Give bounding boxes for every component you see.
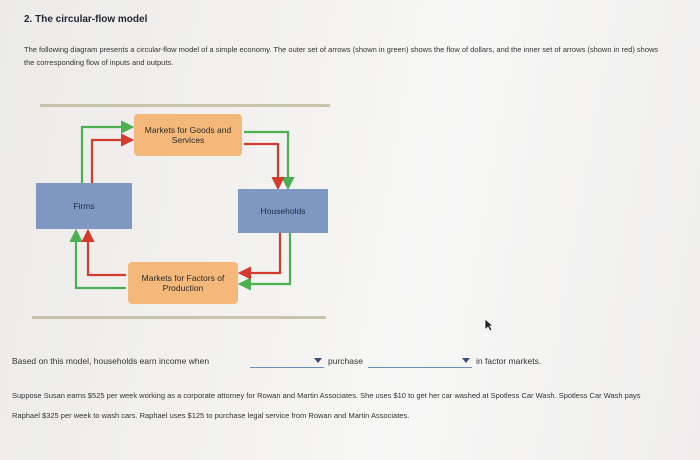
firms-box: [36, 183, 132, 229]
answer-dropdown-2[interactable]: [368, 356, 472, 368]
factor-market-label: Markets for Factors of Production: [141, 273, 225, 293]
scenario-text: Suppose Susan earns $525 per week working as a corporate attorney for Rowan and Martin Associates. She uses $10 to get her car washed at Spotless Car Wash. Spotless Car Wash pays Raphael $325 per week to wash cars. Raphael uses $125 to purchase legal service from Rowan and Martin Associates.: [12, 391, 641, 420]
chevron-down-icon: [462, 358, 470, 363]
firms-label: Firms: [73, 201, 95, 211]
factor-market-box: [128, 262, 238, 304]
fill-in-text-1: Based on this model, households earn income when: [12, 356, 210, 366]
fill-in-text-2: purchase: [328, 356, 363, 366]
goods-services-market-box: [134, 114, 242, 156]
red-arrow-firms-to-goods: [92, 140, 132, 183]
chevron-down-icon: [314, 358, 322, 363]
green-arrow-households-to-factors: [240, 233, 290, 284]
answer-dropdown-1[interactable]: [250, 356, 324, 368]
fill-in-text-3: in factor markets.: [476, 356, 542, 366]
green-arrow-firms-to-goods: [82, 127, 132, 183]
green-arrow-goods-to-households: [244, 132, 288, 188]
red-arrow-households-to-factors: [240, 233, 280, 273]
green-arrow-factors-to-firms: [76, 231, 126, 288]
red-arrow-factors-to-firms: [88, 231, 126, 275]
households-label: Households: [260, 206, 306, 216]
mouse-cursor-icon: [484, 318, 494, 332]
question-heading: 2. The circular-flow model: [24, 14, 148, 25]
goods-services-market-label: Markets for Goods and Services: [144, 125, 232, 145]
question-intro: The following diagram presents a circular-flow model of a simple economy. The outer set of arrows (shown in green) shows the flow of dollars, and the inner set of arrows (shown in red) shows the corresponding flow of inputs and outputs.: [24, 45, 659, 67]
red-arrow-goods-to-households: [244, 144, 278, 188]
households-box: [238, 189, 328, 233]
